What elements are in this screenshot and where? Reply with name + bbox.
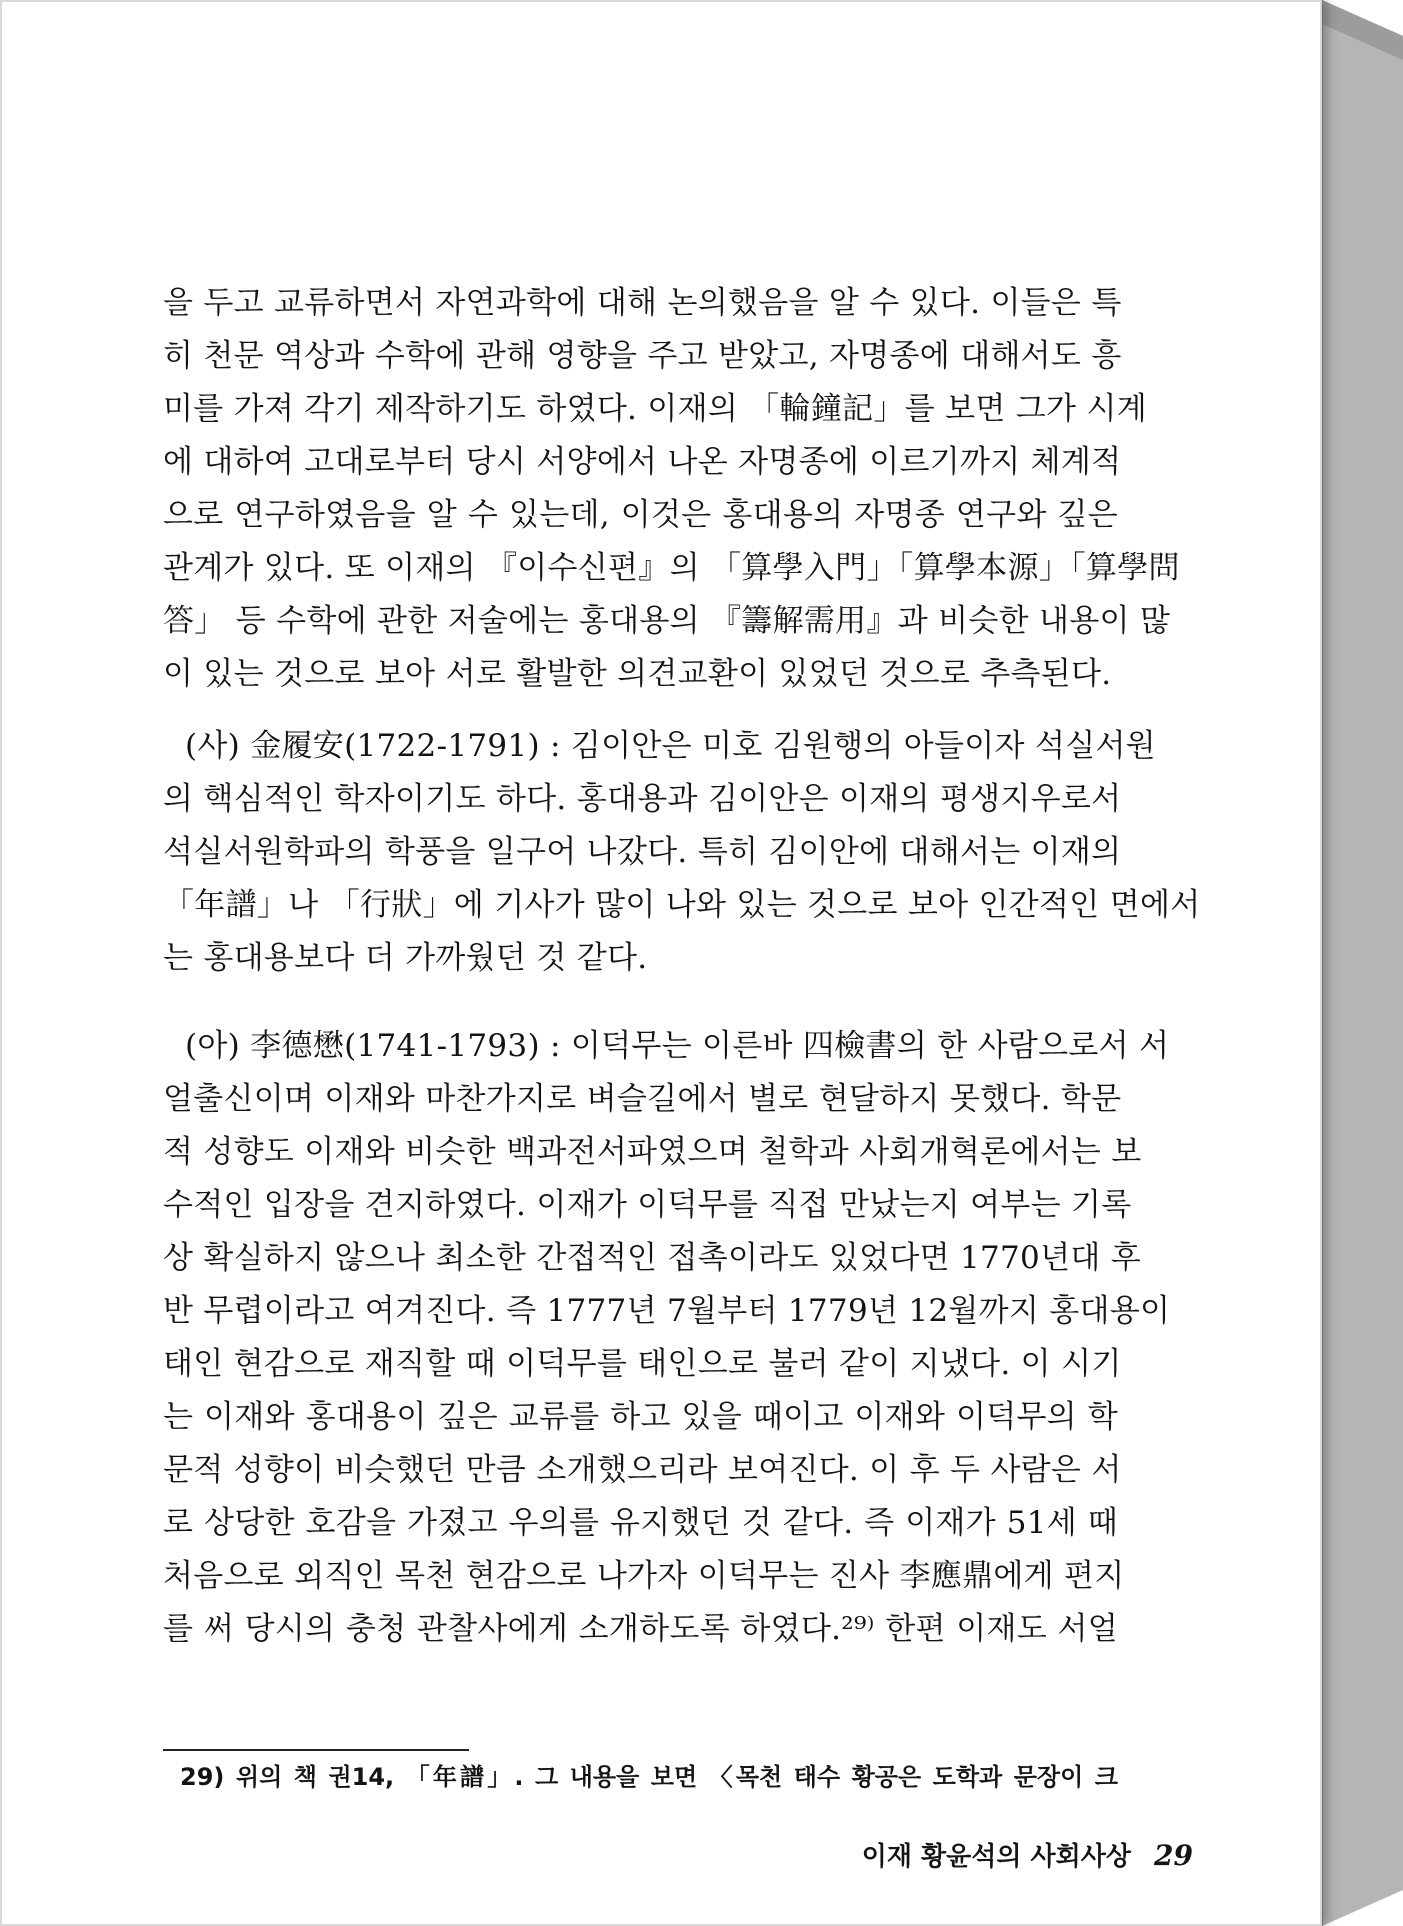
text-line: 에 대하여 고대로부터 당시 서양에서 나온 자명종에 이르기까지 체계적: [163, 444, 1122, 480]
text-line: 答」 등 수학에 관한 저술에는 홍대용의 『籌解需用』과 비슷한 내용이 많: [163, 603, 1171, 639]
text-line: 로 상당한 호감을 가졌고 우의를 유지했던 것 같다. 즉 이재가 51세 때: [163, 1505, 1118, 1541]
text-line: 미를 가져 각기 제작하기도 하였다. 이재의 「輪鐘記」를 보면 그가 시계: [163, 391, 1147, 427]
text-line: 는 이재와 홍대용이 깊은 교류를 하고 있을 때이고 이재와 이덕무의 학: [163, 1399, 1118, 1435]
paragraph-3: [163, 1020, 1171, 1656]
text-line: 관계가 있다. 또 이재의 『이수신편』의 「算學入門」「算學本源」「算學問: [163, 550, 1180, 586]
text-line: 는 홍대용보다 더 가까웠던 것 같다.: [163, 940, 648, 976]
text-line: (아) 李德懋(1741-1793) : 이덕무는 이른바 四檢書의 한 사람으로서 서: [185, 1028, 1170, 1064]
text-line: 처음으로 외직인 목천 현감으로 나가자 이덕무는 진사 李應鼎에게 편지: [163, 1558, 1125, 1594]
text-line: 석실서원학파의 학풍을 일구어 나갔다. 특히 김이안에 대해서는 이재의: [163, 834, 1122, 870]
text-line: 수적인 입장을 견지하였다. 이재가 이덕무를 직접 만났는지 여부는 기록: [163, 1187, 1132, 1223]
paragraph-2: [163, 720, 1201, 985]
text-line: (사) 金履安(1722-1791) : 김이안은 미호 김원행의 아들이자 석실서원: [185, 728, 1156, 764]
text-line: 이 있는 것으로 보아 서로 활발한 의견교환이 있었던 것으로 추측된다.: [163, 656, 1112, 692]
page-number: 29: [1154, 1839, 1193, 1872]
text-line: 을 두고 교류하면서 자연과학에 대해 논의했음을 알 수 있다. 이들은 특: [163, 285, 1122, 321]
text-line: 히 천문 역상과 수학에 관해 영향을 주고 받았고, 자명종에 대해서도 흥: [163, 338, 1122, 374]
text-line: 상 확실하지 않으나 최소한 간접적인 접촉이라도 있었다면 1770년대 후: [163, 1240, 1141, 1276]
text-line: 으로 연구하였음을 알 수 있는데, 이것은 홍대용의 자명종 연구와 깊은: [163, 497, 1118, 533]
text-line: 반 무렵이라고 여겨진다. 즉 1777년 7월부터 1779년 12월까지 홍대용이: [163, 1293, 1171, 1329]
text-line: 「年譜」나 「行狀」에 기사가 많이 나와 있는 것으로 보아 인간적인 면에서: [163, 887, 1201, 923]
book-spine: [1322, 0, 1403, 1926]
text-line: 의 핵심적인 학자이기도 하다. 홍대용과 김이안은 이재의 평생지우로서: [163, 781, 1122, 817]
text-line: 얼출신이며 이재와 마찬가지로 벼슬길에서 별로 현달하지 못했다. 학문: [163, 1081, 1122, 1117]
footnote: 29) 위의 책 권14, 「年譜」. 그 내용을 보면 〈목천 태수 황공은 도학과 문장이 크: [180, 1763, 1118, 1791]
text-line: 문적 성향이 비슷했던 만큼 소개했으리라 보여진다. 이 후 두 사람은 서: [163, 1452, 1122, 1488]
running-footer: [862, 1836, 1193, 1873]
footnote-rule: [163, 1749, 469, 1751]
text-line: 를 써 당시의 충청 관찰사에게 소개하도록 하였다.²⁹⁾ 한편 이재도 서얼: [163, 1611, 1118, 1647]
text-line: 태인 현감으로 재직할 때 이덕무를 태인으로 불러 같이 지냈다. 이 시기: [163, 1346, 1122, 1382]
paragraph-1: [163, 277, 1180, 701]
text-line: 적 성향도 이재와 비슷한 백과전서파였으며 철학과 사회개혁론에서는 보: [163, 1134, 1142, 1170]
running-title: 이재 황윤석의 사회사상: [861, 1842, 1131, 1872]
